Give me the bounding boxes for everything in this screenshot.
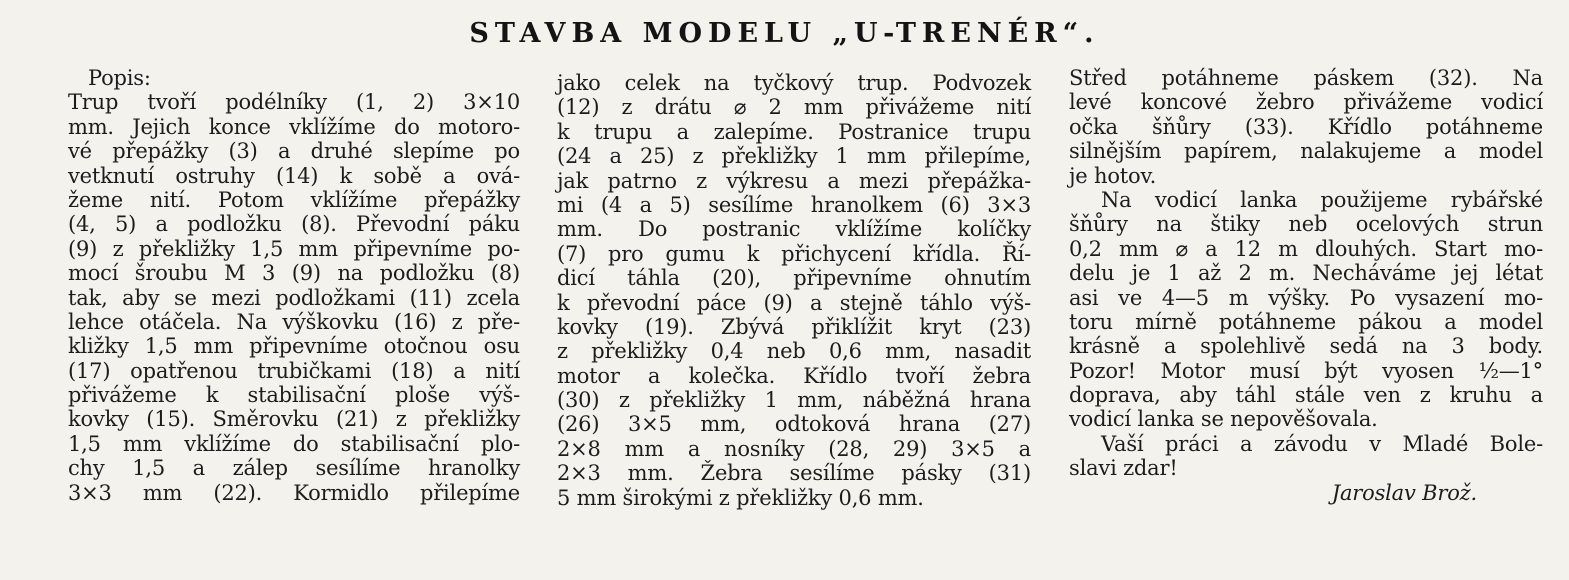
text-line: Trup tvoří podélníky (1, 2) 3×10: [68, 90, 520, 115]
column-3: [1069, 66, 1543, 505]
text-line: lehce otáčela. Na výškovku (16) z pře-: [68, 309, 520, 334]
text-line: vetknutí ostruhy (14) k sobě a ová-: [68, 163, 520, 188]
text-line: žeme nití. Potom vklížíme přepážky: [68, 187, 520, 212]
text-line: Na vodicí lanka použijeme rybářské: [1101, 187, 1543, 212]
text-line: tak, aby se mezi podložkami (11) zcela: [68, 285, 520, 310]
text-line: 2×8 mm a nosníky (28, 29) 3×5 a: [557, 436, 1031, 461]
text-line: k převodní páce (9) a stejně táhlo výš-: [557, 290, 1031, 315]
text-line: 0,2 mm ⌀ a 12 m dlouhých. Start mo-: [1069, 236, 1543, 261]
text-line: z překližky 0,4 neb 0,6 mm, nasadit: [557, 339, 1031, 364]
text-line: (7) pro gumu k přichycení křídla. Ří-: [557, 241, 1031, 266]
article-title: STAVBA MODELU „U-TRENÉR“.: [469, 18, 1100, 49]
text-line: 1,5 mm vklížíme do stabilisační plo-: [68, 431, 520, 456]
text-line: kovky (15). Směrovku (21) z překližky: [68, 407, 520, 432]
section-heading: Popis:: [88, 66, 151, 90]
text-line: mocí šroubu M 3 (9) na podložku (8): [68, 261, 520, 286]
text-line: slavi zdar!: [1069, 456, 1178, 481]
text-line: šňůry na štiky neb ocelových strun: [1069, 212, 1543, 237]
author-signature: Jaroslav Brož.: [1331, 480, 1477, 505]
text-line: jako celek na tyčkový trup. Podvozek: [557, 71, 1031, 95]
text-line: delu je 1 až 2 m. Necháváme jej létat: [1069, 261, 1543, 286]
text-line: 2×3 mm. Žebra sesílíme pásky (31): [557, 461, 1031, 486]
text-line: (4, 5) a podložku (8). Převodní páku: [68, 212, 520, 237]
text-line: vodicí lanka se nepověšovala.: [1069, 407, 1378, 432]
text-line: 3×3 mm (22). Kormidlo přilepíme: [68, 480, 520, 505]
text-line: (24 a 25) z překližky 1 mm přilepíme,: [557, 144, 1031, 169]
text-line: 5 mm širokými z překližky 0,6 mm.: [557, 485, 924, 510]
text-line: vé přepážky (3) a druhé slepíme po: [68, 139, 520, 164]
text-line: (30) z překližky 1 mm, náběžná hrana: [557, 388, 1031, 413]
text-line: asi ve 4—5 m výšky. Po vysazení mo-: [1069, 285, 1543, 310]
text-line: toru mírně potáhneme pákou a model: [1069, 309, 1543, 334]
text-line: motor a kolečka. Křídlo tvoří žebra: [557, 363, 1031, 388]
text-line: mm. Jejich konce vklížíme do motoro-: [68, 114, 520, 139]
text-line: (12) z drátu ⌀ 2 mm přivážeme nití: [557, 95, 1031, 120]
text-line: je hotov.: [1069, 163, 1157, 188]
text-line: k trupu a zalepíme. Postranice trupu: [557, 119, 1031, 144]
text-line: silnějším papírem, nalakujeme a model: [1069, 139, 1543, 164]
text-line: doprava, aby táhl stále ven z kruhu a: [1069, 383, 1543, 408]
text-line: (9) z překližky 1,5 mm připevníme po-: [68, 236, 520, 261]
column-2: [557, 71, 1031, 510]
text-line: (26) 3×5 mm, odtoková hrana (27): [557, 412, 1031, 437]
text-line: Pozor! Motor musí být vyosen ½—1°: [1069, 358, 1543, 383]
text-line: chy 1,5 a zálep sesílíme hranolky: [68, 456, 520, 481]
text-line: (17) opatřenou trubičkami (18) a nití: [68, 358, 520, 383]
column-1: [68, 66, 520, 505]
text-line: levé koncové žebro přivážeme vodicí: [1069, 90, 1543, 115]
text-line: dicí táhla (20), připevníme ohnutím: [557, 266, 1031, 291]
text-line: Vaší práci a závodu v Mladé Bole-: [1101, 431, 1543, 456]
text-line: kovky (19). Zbývá přiklížit kryt (23): [557, 314, 1031, 339]
text-line: přivážeme k stabilisační ploše výš-: [68, 383, 520, 408]
text-line: mi (4 a 5) sesílíme hranolkem (6) 3×3: [557, 192, 1031, 217]
text-line: očka šňůry (33). Křídlo potáhneme: [1069, 114, 1543, 139]
text-line: jak patrno z výkresu a mezi přepážka-: [557, 168, 1031, 193]
text-line: Střed potáhneme páskem (32). Na: [1069, 66, 1543, 90]
text-line: kližky 1,5 mm připevníme otočnou osu: [68, 334, 520, 359]
text-line: krásně a spolehlivě sedá na 3 body.: [1069, 334, 1543, 359]
text-line: mm. Do postranic vklížíme kolíčky: [557, 217, 1031, 242]
